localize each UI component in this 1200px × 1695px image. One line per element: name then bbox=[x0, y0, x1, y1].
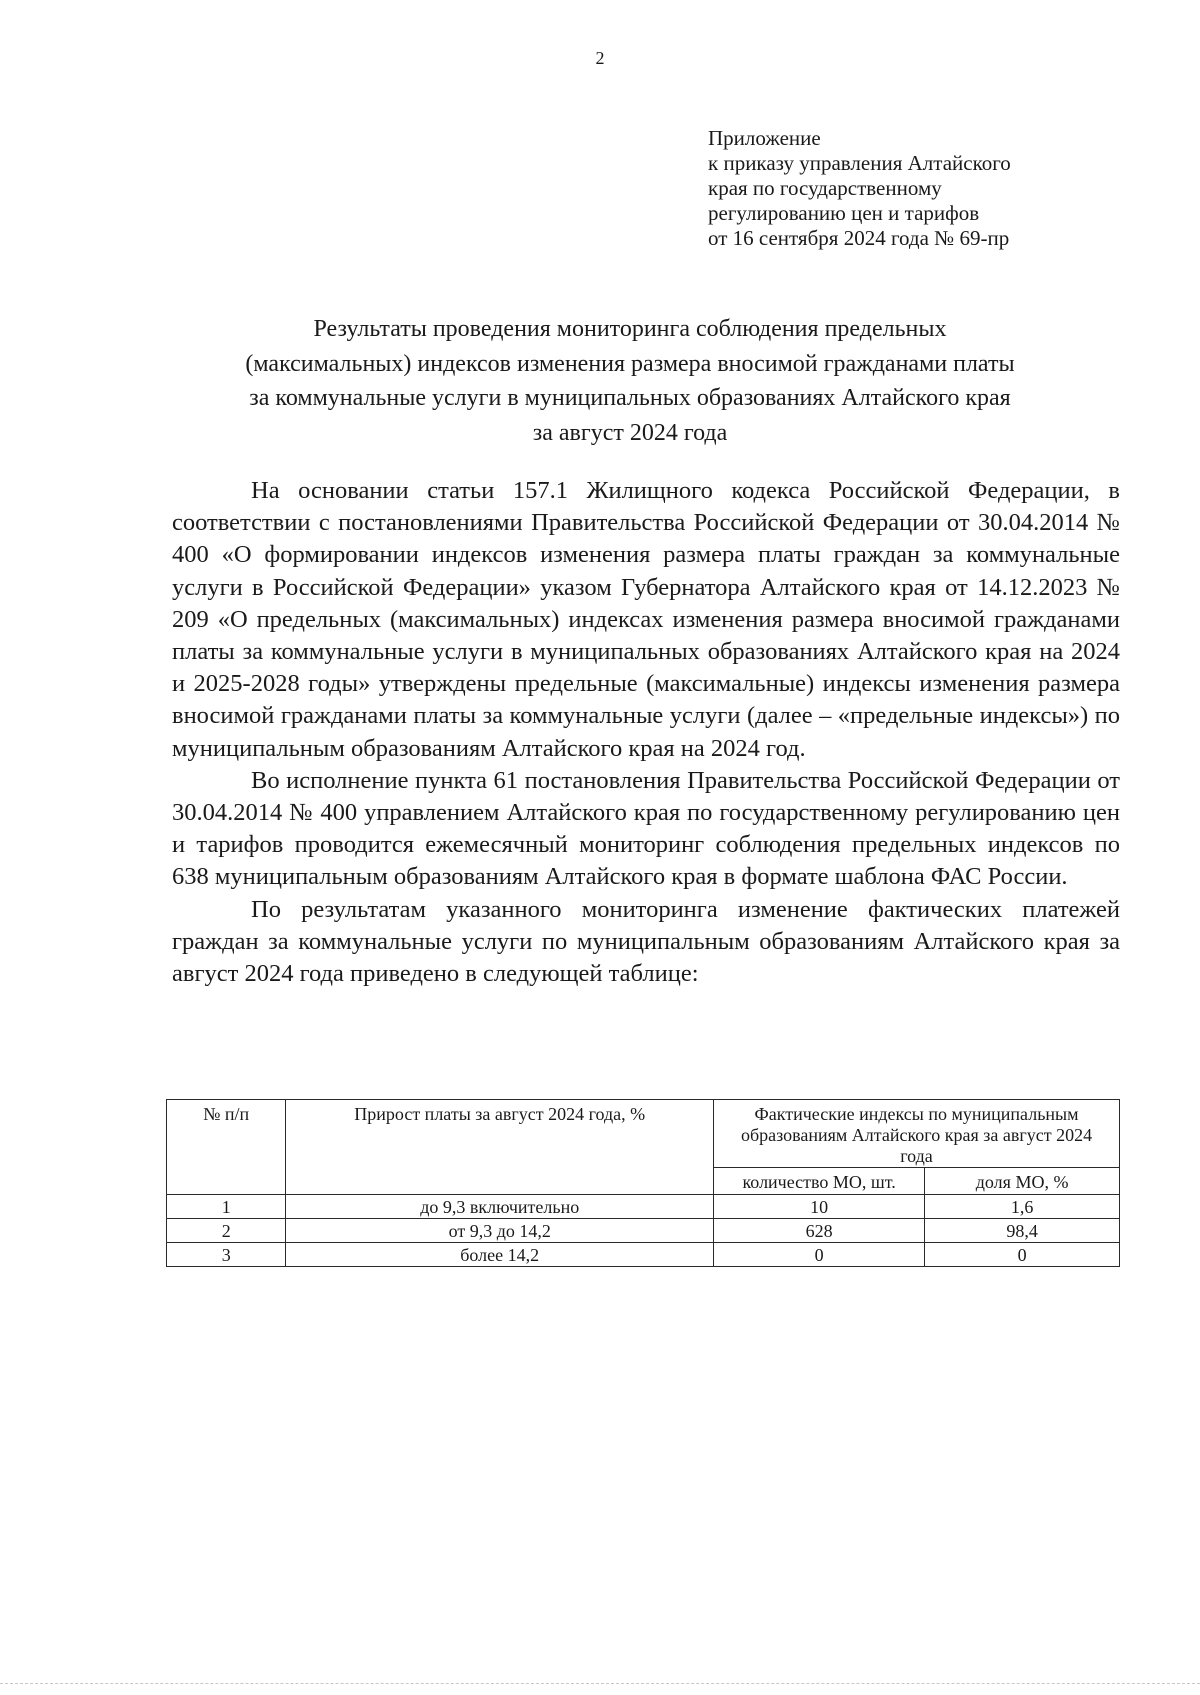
paragraph-legal-basis: На основании статьи 157.1 Жилищного кодекса Российской Федерации, в соответствии с постановлениями Правительства Российской Федерации от 30.04.2014 № 400 «О формировании индексов изменения размера платы граждан за коммунальные услуги в Российской Федерации» указом Губернатора Алтайского края от 14.12.2023 № 209 «О предельных (максимальных) индексах изменения размера вносимой гражданами платы за коммунальные услуги в муниципальных образованиях Алтайского края на 2024 и 2025-2028 годы» утверждены предельные (максимальные) индексы изменения размера вносимой гражданами платы за коммунальные услуги (далее – «предельные индексы») по муниципальным образованиям Алтайского края на 2024 год. bbox=[172, 477, 1120, 762]
cell-growth: до 9,3 включительно bbox=[286, 1195, 714, 1219]
cell-share: 98,4 bbox=[925, 1219, 1120, 1243]
appendix-line: края по государственному bbox=[708, 176, 942, 200]
cell-share: 1,6 bbox=[925, 1195, 1120, 1219]
header-share: доля МО, % bbox=[925, 1168, 1120, 1195]
cell-growth: от 9,3 до 14,2 bbox=[286, 1219, 714, 1243]
scan-edge-line bbox=[0, 1683, 1200, 1684]
header-actual-indices: Фактические индексы по муниципальным образованиям Алтайского края за август 2024 года bbox=[714, 1100, 1120, 1168]
appendix-line: регулированию цен и тарифов bbox=[708, 201, 980, 225]
body-text bbox=[172, 475, 1120, 990]
header-count: количество МО, шт. bbox=[714, 1168, 925, 1195]
header-num: № п/п bbox=[167, 1100, 286, 1195]
title-line: (максимальных) индексов изменения размера вносимой гражданами платы bbox=[245, 350, 1015, 377]
page-number: 2 bbox=[595, 48, 605, 68]
header-growth: Прирост платы за август 2024 года, % bbox=[286, 1100, 714, 1195]
table-row bbox=[167, 1195, 1120, 1219]
paragraph-monitoring: Во исполнение пункта 61 постановления Правительства Российской Федерации от 30.04.2014 № 400 управлением Алтайского края по государственному регулированию цен и тарифов проводится ежемесячный мониторинг соблюдения предельных индексов по 638 муниципальным образованиям Алтайского края в формате шаблона ФАС России. bbox=[172, 766, 1120, 891]
cell-growth: более 14,2 bbox=[286, 1243, 714, 1267]
table-header-row bbox=[167, 1100, 1120, 1168]
cell-count: 628 bbox=[714, 1219, 925, 1243]
cell-count: 10 bbox=[714, 1195, 925, 1219]
appendix-block bbox=[708, 126, 1011, 251]
appendix-line: от 16 сентября 2024 года № 69-пр bbox=[708, 226, 1010, 250]
cell-share: 0 bbox=[925, 1243, 1120, 1267]
cell-num: 3 bbox=[167, 1243, 286, 1267]
table-row bbox=[167, 1243, 1120, 1267]
cell-num: 2 bbox=[167, 1219, 286, 1243]
appendix-line: Приложение bbox=[708, 126, 821, 150]
title-line: за коммунальные услуги в муниципальных образованиях Алтайского края bbox=[249, 385, 1011, 411]
title-line: Результаты проведения мониторинга соблюдения предельных bbox=[313, 316, 947, 342]
table-row bbox=[167, 1219, 1120, 1243]
results-table bbox=[166, 1099, 1120, 1267]
cell-num: 1 bbox=[167, 1195, 286, 1219]
title-line: за август 2024 года bbox=[532, 419, 728, 446]
paragraph-results-intro: По результатам указанного мониторинга изменение фактических платежей граждан за коммунальные услуги по муниципальным образованиям Алтайского края за август 2024 года приведено в следующей таблице: bbox=[172, 895, 1120, 988]
appendix-line: к приказу управления Алтайского bbox=[708, 151, 1011, 175]
document-title bbox=[170, 312, 1090, 450]
cell-count: 0 bbox=[714, 1243, 925, 1267]
